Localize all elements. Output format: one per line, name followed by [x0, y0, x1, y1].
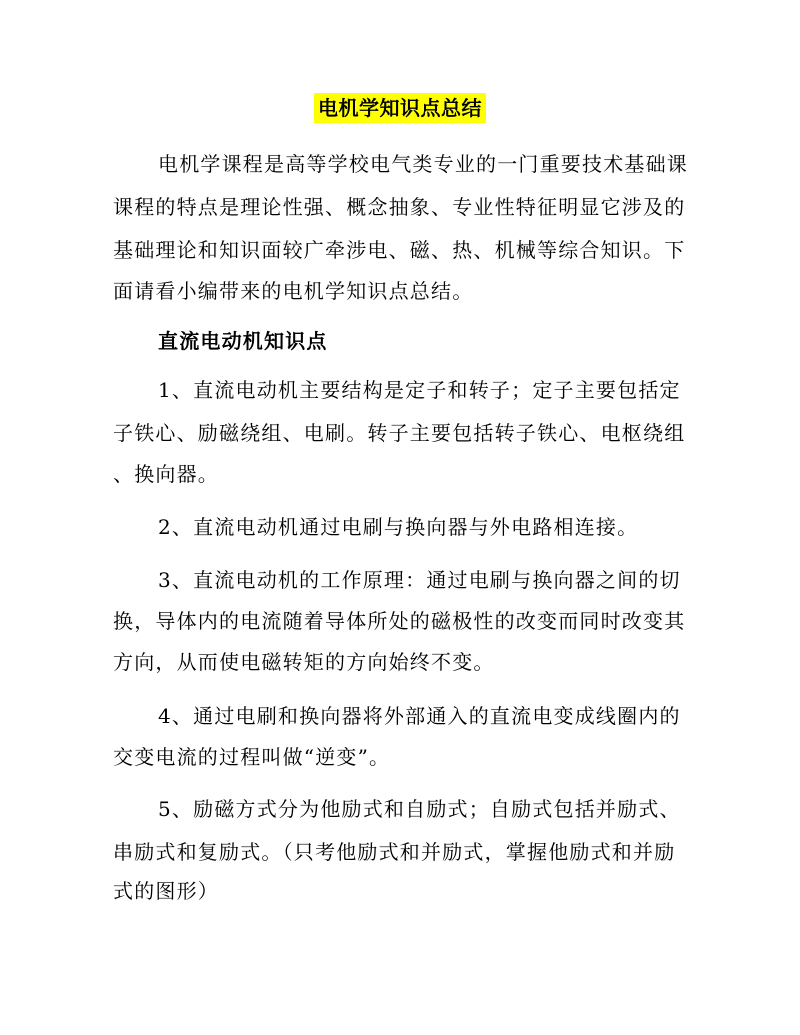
intro-line-3: 基础理论和知识面较广牵涉电、磁、热、机械等综合知识。下 — [113, 238, 686, 262]
intro-line-2: 课程的特点是理论性强、概念抽象、专业性特征明显它涉及的 — [113, 195, 686, 219]
document-title: 电机学知识点总结 — [314, 93, 486, 123]
title-container — [0, 93, 800, 123]
item-3-line-1: 3、直流电动机的工作原理：通过电刷与换向器之间的切 — [158, 568, 681, 592]
item-4-line-2: 交变电流的过程叫做“逆变”。 — [113, 745, 391, 769]
item-1-line-1: 1、直流电动机主要结构是定子和转子；定子主要包括定 — [158, 378, 681, 402]
item-5-line-1: 5、励磁方式分为他励式和自励式；自励式包括并励式、 — [158, 797, 681, 821]
section-heading: 直流电动机知识点 — [158, 329, 328, 353]
item-5-line-2: 串励式和复励式。（只考他励式和并励式，掌握他励式和并励 — [113, 840, 676, 864]
item-3-line-3: 方向，从而使电磁转矩的方向始终不变。 — [113, 650, 495, 674]
item-5-line-3: 式的图形） — [113, 879, 219, 903]
intro-line-4: 面请看小编带来的电机学知识点总结。 — [113, 279, 474, 303]
item-1-line-3: 、换向器。 — [113, 462, 219, 486]
item-4-line-1: 4、通过电刷和换向器将外部通入的直流电变成线圈内的 — [158, 704, 681, 728]
intro-line-1: 电机学课程是高等学校电气类专业的一门重要技术基础课 — [158, 152, 688, 176]
item-2-line-1: 2、直流电动机通过电刷与换向器与外电路相连接。 — [158, 515, 639, 539]
item-1-line-2: 子铁心、励磁绕组、电刷。转子主要包括转子铁心、电枢绕组 — [113, 421, 686, 445]
item-3-line-2: 换，导体内的电流随着导体所处的磁极性的改变而同时改变其 — [113, 609, 686, 633]
